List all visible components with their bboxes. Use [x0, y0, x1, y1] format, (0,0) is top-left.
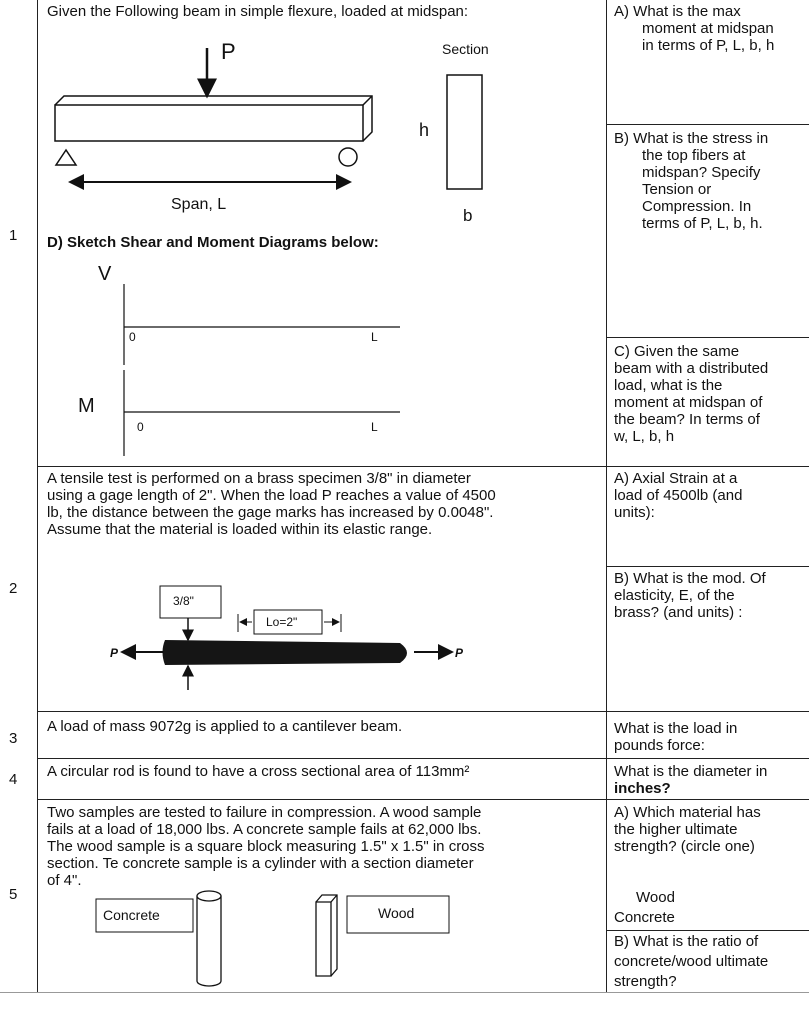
p5-line: The wood sample is a square block measuring 1.5" x 1.5" in cross — [47, 838, 485, 855]
problem1-intro: Given the Following beam in simple flexure, loaded at midspan: — [47, 3, 469, 20]
p5-line: Two samples are tested to failure in compression. A wood sample — [47, 804, 482, 821]
p5-line: fails at a load of 18,000 lbs. A concrete sample fails at 62,000 lbs. — [47, 821, 482, 838]
p2-line: using a gage length of 2". When the load P reaches a value of 4500 — [47, 487, 496, 504]
q2b-line: elasticity, E, of the — [614, 587, 735, 604]
q1b-line: Tension or — [642, 181, 712, 198]
load-left-label: P — [110, 646, 119, 660]
q1b-line: B) What is the stress in — [614, 130, 769, 147]
row-number-4: 4 — [9, 771, 18, 788]
q1c-line: moment at midspan of — [614, 394, 763, 411]
q1a-line: moment at midspan — [642, 20, 774, 37]
q1b-line: Compression. In — [642, 198, 752, 215]
problem4-text: A circular rod is found to have a cross sectional area of 113mm² — [47, 763, 470, 780]
row-number-1: 1 — [9, 227, 18, 244]
q5b-line: B) What is the ratio of — [614, 933, 759, 950]
row-number-5: 5 — [9, 886, 18, 903]
p2-line: Assume that the material is loaded within its elastic range. — [47, 521, 433, 538]
q5a-line: the higher ultimate — [614, 821, 738, 838]
q1a-line: in terms of P, L, b, h — [642, 37, 775, 54]
q3-line: What is the load in — [614, 720, 738, 737]
q1c-line: w, L, b, h — [614, 428, 675, 445]
width-label: b — [463, 206, 473, 225]
row-number-2: 2 — [9, 580, 18, 597]
span-label: Span, L — [171, 196, 227, 213]
tensile-specimen — [122, 586, 452, 690]
moment-start-label: 0 — [137, 420, 144, 434]
pin-support-icon — [56, 150, 76, 165]
q2b-line: brass? (and units) : — [614, 604, 743, 621]
q2a-line: load of 4500lb (and — [614, 487, 743, 504]
q1c-line: the beam? In terms of — [614, 411, 760, 428]
moment-diagram — [124, 370, 400, 456]
q5b-line: concrete/wood ultimate — [614, 953, 769, 970]
q5a-line: A) Which material has — [614, 804, 761, 821]
p2-line: lb, the distance between the gage marks has increased by 0.0048". — [47, 504, 494, 521]
moment-axis-label: M — [78, 395, 95, 417]
gage-length-label: Lo=2" — [266, 615, 298, 629]
load-right-label: P — [455, 646, 464, 660]
q5a-line: strength? (circle one) — [614, 838, 755, 855]
q2a-line: A) Axial Strain at a — [614, 470, 738, 487]
q4-line: What is the diameter in — [614, 763, 768, 780]
shear-end-label: L — [371, 330, 378, 344]
shear-diagram — [124, 284, 400, 365]
moment-end-label: L — [371, 420, 378, 434]
q4-line: inches? — [614, 780, 671, 797]
wood-sample-label: Wood — [378, 905, 415, 921]
q2a-line: units): — [614, 504, 655, 521]
diameter-label: 3/8" — [173, 594, 194, 608]
q1c-line: beam with a distributed — [614, 360, 769, 377]
height-label: h — [419, 120, 430, 140]
p2-line: A tensile test is performed on a brass specimen 3/8" in diameter — [47, 470, 471, 487]
load-label: P — [221, 39, 236, 64]
cross-section-rect — [447, 75, 482, 189]
part-d-heading: D) Sketch Shear and Moment Diagrams below: — [47, 234, 379, 251]
q1c-line: load, what is the — [614, 377, 723, 394]
p5-line: section. Te concrete sample is a cylinder with a section diameter — [47, 855, 474, 872]
shear-axis-label: V — [98, 263, 112, 285]
q1b-line: the top fibers at — [642, 147, 746, 164]
q5b-line: strength? — [614, 973, 677, 990]
choice-concrete[interactable]: Concrete — [614, 909, 675, 926]
q1c-line: C) Given the same — [614, 343, 740, 360]
q2b-line: B) What is the mod. Of — [614, 570, 766, 587]
problem3-text: A load of mass 9072g is applied to a cantilever beam. — [47, 718, 403, 735]
p5-line: of 4". — [47, 872, 82, 889]
choice-wood[interactable]: Wood — [636, 889, 675, 906]
q1b-line: midspan? Specify — [642, 164, 761, 181]
shear-start-label: 0 — [129, 330, 136, 344]
row-number-3: 3 — [9, 730, 18, 747]
roller-support-icon — [339, 148, 357, 166]
q3-line: pounds force: — [614, 737, 705, 754]
q1a-line: A) What is the max — [614, 3, 741, 20]
concrete-sample-label: Concrete — [103, 907, 160, 923]
section-label: Section — [442, 41, 489, 57]
beam-diagram — [55, 48, 482, 189]
q1b-line: terms of P, L, b, h. — [642, 215, 763, 232]
